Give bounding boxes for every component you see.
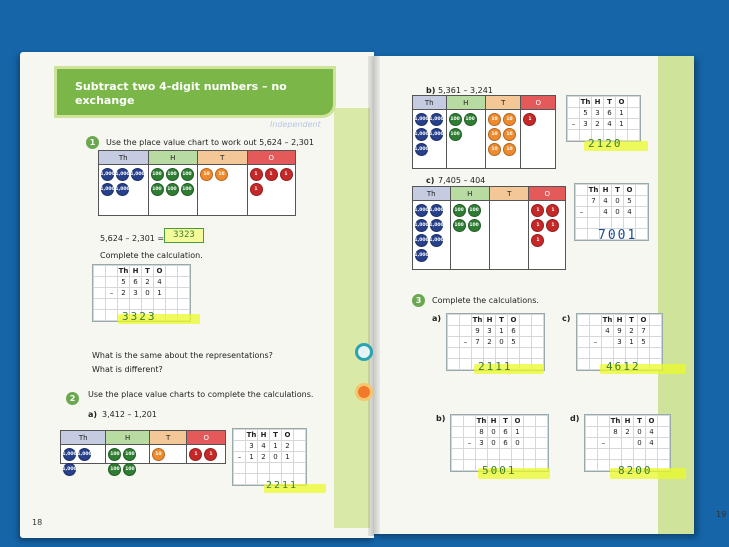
hundred-counter: 100 xyxy=(108,448,121,461)
ones-counters xyxy=(521,110,555,129)
hundred-counter: 100 xyxy=(123,463,136,476)
col-h: H xyxy=(130,266,142,277)
digit: 6 xyxy=(500,427,512,438)
col-o: O xyxy=(154,266,166,277)
q2b-column-calculation xyxy=(566,95,641,142)
q3d-label: d) xyxy=(570,414,580,423)
hundred-counter: 100 xyxy=(108,463,121,476)
digit: 2 xyxy=(484,337,496,348)
digit: 4 xyxy=(154,277,166,288)
digit: 7 xyxy=(472,337,484,348)
thousand-counter: 1,000 xyxy=(415,128,428,141)
thousand-counter: 1,000 xyxy=(63,448,76,461)
pv-header-h: H xyxy=(451,187,489,201)
digit: 5 xyxy=(580,108,592,119)
col-th: Th xyxy=(610,417,621,425)
question-1-prompt: Use the place value chart to work out 5,624 – 2,301 xyxy=(106,138,314,147)
digit: 0 xyxy=(142,288,154,299)
ten-counter: 10 xyxy=(215,168,228,181)
page-number-left: 18 xyxy=(32,518,43,527)
ten-counter: 10 xyxy=(503,128,516,141)
thousand-counter: 1,000 xyxy=(430,128,443,141)
hundred-counter: 100 xyxy=(166,168,179,181)
digit: 4 xyxy=(258,441,270,452)
digit: 1 xyxy=(270,441,282,452)
col-th: Th xyxy=(602,316,613,324)
question-3-number: 3 xyxy=(412,294,425,307)
hundred-counter: 100 xyxy=(181,168,194,181)
digit: 2 xyxy=(282,441,294,452)
pv-header-o: O xyxy=(521,96,555,110)
digit: 3 xyxy=(592,108,604,119)
minus-sign: – xyxy=(460,337,472,348)
digit: 3 xyxy=(476,438,488,449)
thousand-counter: 1,000 xyxy=(430,219,443,232)
digit: 5 xyxy=(638,337,650,348)
ones-counters xyxy=(187,445,225,464)
minus-sign: – xyxy=(464,438,476,449)
q1-complete-instruction: Complete the calculation. xyxy=(100,251,203,260)
q2c-label: c) xyxy=(426,176,435,185)
digit: 3 xyxy=(130,288,142,299)
hundred-counter: 100 xyxy=(123,448,136,461)
thousand-counter: 1,000 xyxy=(101,183,114,196)
minus-sign: – xyxy=(590,337,602,348)
digit: 7 xyxy=(638,326,650,337)
col-t: T xyxy=(142,266,154,277)
hundred-counter: 100 xyxy=(151,168,164,181)
question-1-number: 1 xyxy=(86,136,99,149)
col-th: Th xyxy=(472,316,483,324)
col-th: Th xyxy=(580,98,591,106)
pv-header-t: T xyxy=(150,431,187,445)
ten-counter: 10 xyxy=(503,113,516,126)
thousand-counter: 1,000 xyxy=(116,168,129,181)
one-counter: 1 xyxy=(546,204,559,217)
one-counter: 1 xyxy=(531,219,544,232)
col-t: T xyxy=(496,315,508,326)
q2b-label: b) xyxy=(426,86,436,95)
digit: 7 xyxy=(588,196,600,207)
digit: 8 xyxy=(476,427,488,438)
q2a-place-value-chart xyxy=(60,430,226,472)
hundred-counter: 100 xyxy=(181,183,194,196)
q3b-handwritten-answer: 5001 xyxy=(482,464,517,477)
pv-header-t: T xyxy=(486,96,521,110)
digit: 4 xyxy=(646,438,658,449)
digit: 2 xyxy=(118,288,130,299)
one-counter: 1 xyxy=(531,234,544,247)
col-h: H xyxy=(258,430,270,441)
col-t: T xyxy=(626,315,638,326)
col-o: O xyxy=(638,315,650,326)
col-t: T xyxy=(500,416,512,427)
col-o: O xyxy=(282,430,294,441)
thousand-counter: 1,000 xyxy=(430,234,443,247)
pv-header-t: T xyxy=(490,187,528,201)
col-h: H xyxy=(488,416,500,427)
hundred-counter: 100 xyxy=(166,183,179,196)
one-counter: 1 xyxy=(250,168,263,181)
digit: 9 xyxy=(614,326,626,337)
digit: 5 xyxy=(508,337,520,348)
digit: 2 xyxy=(626,326,638,337)
col-th: Th xyxy=(476,417,487,425)
digit: 4 xyxy=(604,119,616,130)
ten-counter: 10 xyxy=(152,448,165,461)
digit: 1 xyxy=(616,119,628,130)
digit: 4 xyxy=(600,207,612,218)
q1-answer-box[interactable]: 3323 xyxy=(164,228,204,243)
digit: 3 xyxy=(580,119,592,130)
digit: 5 xyxy=(118,277,130,288)
q1-place-value-chart xyxy=(98,150,296,216)
q2a-column-calculation xyxy=(232,428,307,486)
q2c-place-value-chart xyxy=(412,186,566,270)
digit: 3 xyxy=(484,326,496,337)
thousand-counter: 1,000 xyxy=(415,249,428,262)
thousands-counters xyxy=(99,165,148,199)
hundred-counter: 100 xyxy=(468,204,481,217)
pv-header-h: H xyxy=(106,431,148,445)
hundreds-counters xyxy=(447,110,485,144)
minus-sign: – xyxy=(598,438,610,449)
col-t: T xyxy=(270,430,282,441)
one-counter: 1 xyxy=(280,168,293,181)
thousands-counters xyxy=(413,110,446,159)
q3b-label: b) xyxy=(436,414,446,423)
digit xyxy=(610,438,622,449)
digit: 1 xyxy=(512,427,524,438)
q2b-expression: 5,361 – 3,241 xyxy=(438,86,493,95)
q3a-label: a) xyxy=(432,314,442,323)
digit: 2 xyxy=(258,452,270,463)
pv-header-th: Th xyxy=(61,431,105,445)
one-counter: 1 xyxy=(523,113,536,126)
pv-header-h: H xyxy=(149,151,198,165)
digit: 6 xyxy=(500,438,512,449)
digit: 6 xyxy=(508,326,520,337)
digit: 0 xyxy=(488,438,500,449)
digit: 1 xyxy=(246,452,258,463)
pv-header-t: T xyxy=(198,151,247,165)
pv-header-th: Th xyxy=(413,96,446,110)
teal-sticker-icon xyxy=(355,343,373,361)
tens-counters xyxy=(490,201,528,207)
one-counter: 1 xyxy=(265,168,278,181)
q1-question-different: What is different? xyxy=(92,365,163,374)
q3c-label: c) xyxy=(562,314,571,323)
thousand-counter: 1,000 xyxy=(131,168,144,181)
minus-sign: – xyxy=(576,207,588,218)
thousand-counter: 1,000 xyxy=(63,463,76,476)
minus-sign: – xyxy=(106,288,118,299)
digit: 6 xyxy=(604,108,616,119)
hundreds-counters xyxy=(451,201,489,235)
col-t: T xyxy=(604,97,616,108)
q2a-expression: 3,412 – 1,201 xyxy=(102,410,157,419)
question-2-prompt: Use the place value charts to complete the calculations. xyxy=(88,390,314,399)
col-h: H xyxy=(592,97,604,108)
digit: 0 xyxy=(612,196,624,207)
thousand-counter: 1,000 xyxy=(430,204,443,217)
col-th: Th xyxy=(118,267,129,275)
col-h: H xyxy=(600,185,612,196)
question-3-prompt: Complete the calculations. xyxy=(432,296,539,305)
q1-handwritten-answer: 3323 xyxy=(122,310,157,323)
hundred-counter: 100 xyxy=(464,113,477,126)
digit: 4 xyxy=(602,326,614,337)
digit: 8 xyxy=(610,427,622,438)
digit: 1 xyxy=(496,326,508,337)
thousand-counter: 1,000 xyxy=(415,204,428,217)
digit: 0 xyxy=(512,438,524,449)
pv-header-o: O xyxy=(248,151,296,165)
q3a-handwritten-answer: 2111 xyxy=(478,360,513,373)
digit: 1 xyxy=(626,337,638,348)
pv-header-th: Th xyxy=(413,187,450,201)
hundreds-counters xyxy=(149,165,198,199)
thousand-counter: 1,000 xyxy=(415,143,428,156)
digit: 3 xyxy=(614,337,626,348)
tens-counters xyxy=(198,165,247,184)
col-o: O xyxy=(646,416,658,427)
one-counter: 1 xyxy=(189,448,202,461)
thousands-counters xyxy=(61,445,105,479)
ones-counters xyxy=(248,165,296,199)
digit: 4 xyxy=(600,196,612,207)
ten-counter: 10 xyxy=(488,113,501,126)
digit: 5 xyxy=(624,196,636,207)
q2b-handwritten-answer: 2120 xyxy=(588,137,623,150)
q2a-handwritten-answer: 2211 xyxy=(266,480,299,491)
col-o: O xyxy=(616,97,628,108)
q2b-place-value-chart xyxy=(412,95,556,169)
q2c-handwritten-answer: 7001 xyxy=(598,228,638,243)
thousands-counters xyxy=(413,201,450,265)
q1-question-same: What is the same about the representations? xyxy=(92,351,273,360)
digit: 1 xyxy=(616,108,628,119)
digit: 0 xyxy=(496,337,508,348)
digit: 3 xyxy=(246,441,258,452)
orange-sticker-icon xyxy=(355,383,373,401)
col-th: Th xyxy=(588,186,599,194)
col-th: Th xyxy=(246,431,257,439)
watermark-text: Independent xyxy=(270,120,321,129)
q2a-label: a) xyxy=(88,410,98,419)
digit: 1 xyxy=(154,288,166,299)
digit: 2 xyxy=(142,277,154,288)
minus-sign: – xyxy=(234,452,246,463)
q2c-expression: 7,405 – 404 xyxy=(438,176,486,185)
col-o: O xyxy=(512,416,524,427)
digit: 4 xyxy=(624,207,636,218)
digit: 2 xyxy=(622,427,634,438)
hundred-counter: 100 xyxy=(151,183,164,196)
col-t: T xyxy=(612,185,624,196)
q3d-handwritten-answer: 8200 xyxy=(618,464,653,477)
ones-counters xyxy=(529,201,565,250)
digit xyxy=(622,438,634,449)
digit: 0 xyxy=(612,207,624,218)
hundred-counter: 100 xyxy=(453,204,466,217)
book-gutter xyxy=(368,56,380,536)
digit: 2 xyxy=(592,119,604,130)
one-counter: 1 xyxy=(204,448,217,461)
hundred-counter: 100 xyxy=(449,128,462,141)
question-2-number: 2 xyxy=(66,392,79,405)
left-page-margin-band xyxy=(334,108,370,528)
digit: 9 xyxy=(472,326,484,337)
pv-header-o: O xyxy=(529,187,565,201)
thousand-counter: 1,000 xyxy=(78,448,91,461)
col-h: H xyxy=(614,315,626,326)
one-counter: 1 xyxy=(546,219,559,232)
q1-equation: 5,624 – 2,301 = xyxy=(100,234,165,243)
pv-header-o: O xyxy=(187,431,225,445)
col-h: H xyxy=(622,416,634,427)
ten-counter: 10 xyxy=(503,143,516,156)
col-o: O xyxy=(508,315,520,326)
digit: 4 xyxy=(646,427,658,438)
digit: 0 xyxy=(634,427,646,438)
ten-counter: 10 xyxy=(488,143,501,156)
digit: 0 xyxy=(634,438,646,449)
digit xyxy=(588,207,600,218)
digit xyxy=(602,337,614,348)
pv-header-th: Th xyxy=(99,151,148,165)
thousand-counter: 1,000 xyxy=(430,113,443,126)
ten-counter: 10 xyxy=(200,168,213,181)
lesson-title: Subtract two 4-digit numbers – no exchange xyxy=(54,66,336,118)
q3c-handwritten-answer: 4612 xyxy=(606,360,641,373)
one-counter: 1 xyxy=(531,204,544,217)
thousand-counter: 1,000 xyxy=(415,219,428,232)
digit: 1 xyxy=(282,452,294,463)
thousand-counter: 1,000 xyxy=(415,113,428,126)
thousand-counter: 1,000 xyxy=(116,183,129,196)
pv-header-h: H xyxy=(447,96,485,110)
digit: 0 xyxy=(488,427,500,438)
one-counter: 1 xyxy=(250,183,263,196)
thousand-counter: 1,000 xyxy=(101,168,114,181)
col-o: O xyxy=(624,185,636,196)
hundreds-counters xyxy=(106,445,148,479)
hundred-counter: 100 xyxy=(449,113,462,126)
col-t: T xyxy=(634,416,646,427)
tens-counters xyxy=(150,445,187,464)
digit: 0 xyxy=(270,452,282,463)
tens-counters xyxy=(486,110,521,159)
minus-sign: – xyxy=(568,119,580,130)
ten-counter: 10 xyxy=(488,128,501,141)
thousand-counter: 1,000 xyxy=(415,234,428,247)
hundred-counter: 100 xyxy=(453,219,466,232)
digit: 6 xyxy=(130,277,142,288)
col-h: H xyxy=(484,315,496,326)
hundred-counter: 100 xyxy=(468,219,481,232)
page-number-right: 19 xyxy=(716,510,727,519)
